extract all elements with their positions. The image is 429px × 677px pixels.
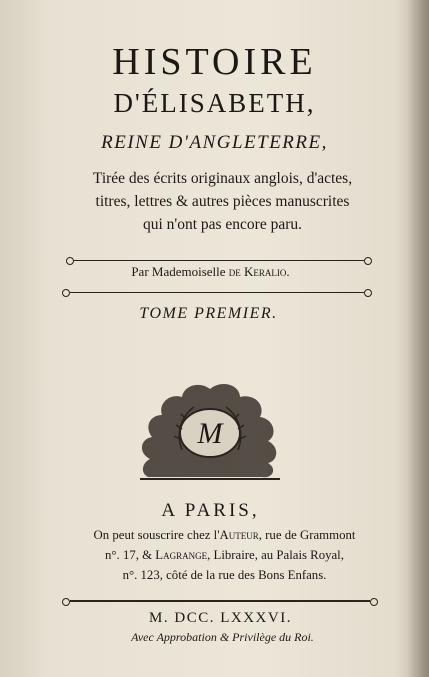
imprint-line-1-start: On peut souscrire chez l' (93, 528, 220, 542)
volume-label: TOME PREMIER. (139, 305, 278, 322)
page-edge-shadow (407, 0, 429, 677)
imprint-place: A PARIS, (161, 500, 260, 521)
author-prefix: Par Mademoiselle (131, 264, 226, 279)
title-line-reine: REINE D'ANGLETERRE, (101, 132, 328, 153)
title-line-elisabeth: D'ÉLISABETH, (113, 88, 316, 118)
ornamental-rule-bottom (70, 292, 364, 293)
ornamental-rule-year (70, 600, 370, 602)
subtitle-line-2: titres, lettres & autres pièces manuscrites (95, 193, 350, 210)
imprint-line-3: n°. 123, côté de la rue des Bons Enfans. (122, 568, 327, 582)
approbation-line: Avec Approbation & Privilège du Roi. (131, 630, 314, 644)
author-line (0, 264, 425, 280)
imprint-lagrange: Lagrange (155, 548, 208, 562)
imprint-auteur: Auteur (219, 528, 259, 542)
title-line-histoire: HISTOIRE (112, 41, 317, 83)
imprint-line-2-start: n°. 17, & (105, 548, 156, 562)
imprint-line-2-end: , Libraire, au Palais Royal, (207, 548, 344, 562)
subtitle-line-3: qui n'ont pas encore paru. (142, 216, 303, 233)
author-name: de Keralio. (228, 264, 290, 279)
imprint-line-1-end: , rue de Grammont (258, 528, 356, 542)
laurel-monogram-vignette (130, 355, 290, 485)
imprint-line-2 (10, 548, 429, 563)
imprint-line-1 (10, 528, 429, 543)
subtitle-line-1: Tirée des écrits originaux anglois, d'actes, (92, 170, 353, 187)
publication-year: M. DCC. LXXXVI. (149, 610, 292, 626)
monogram-letter: M (197, 417, 223, 450)
ornamental-rule-top (74, 260, 364, 261)
